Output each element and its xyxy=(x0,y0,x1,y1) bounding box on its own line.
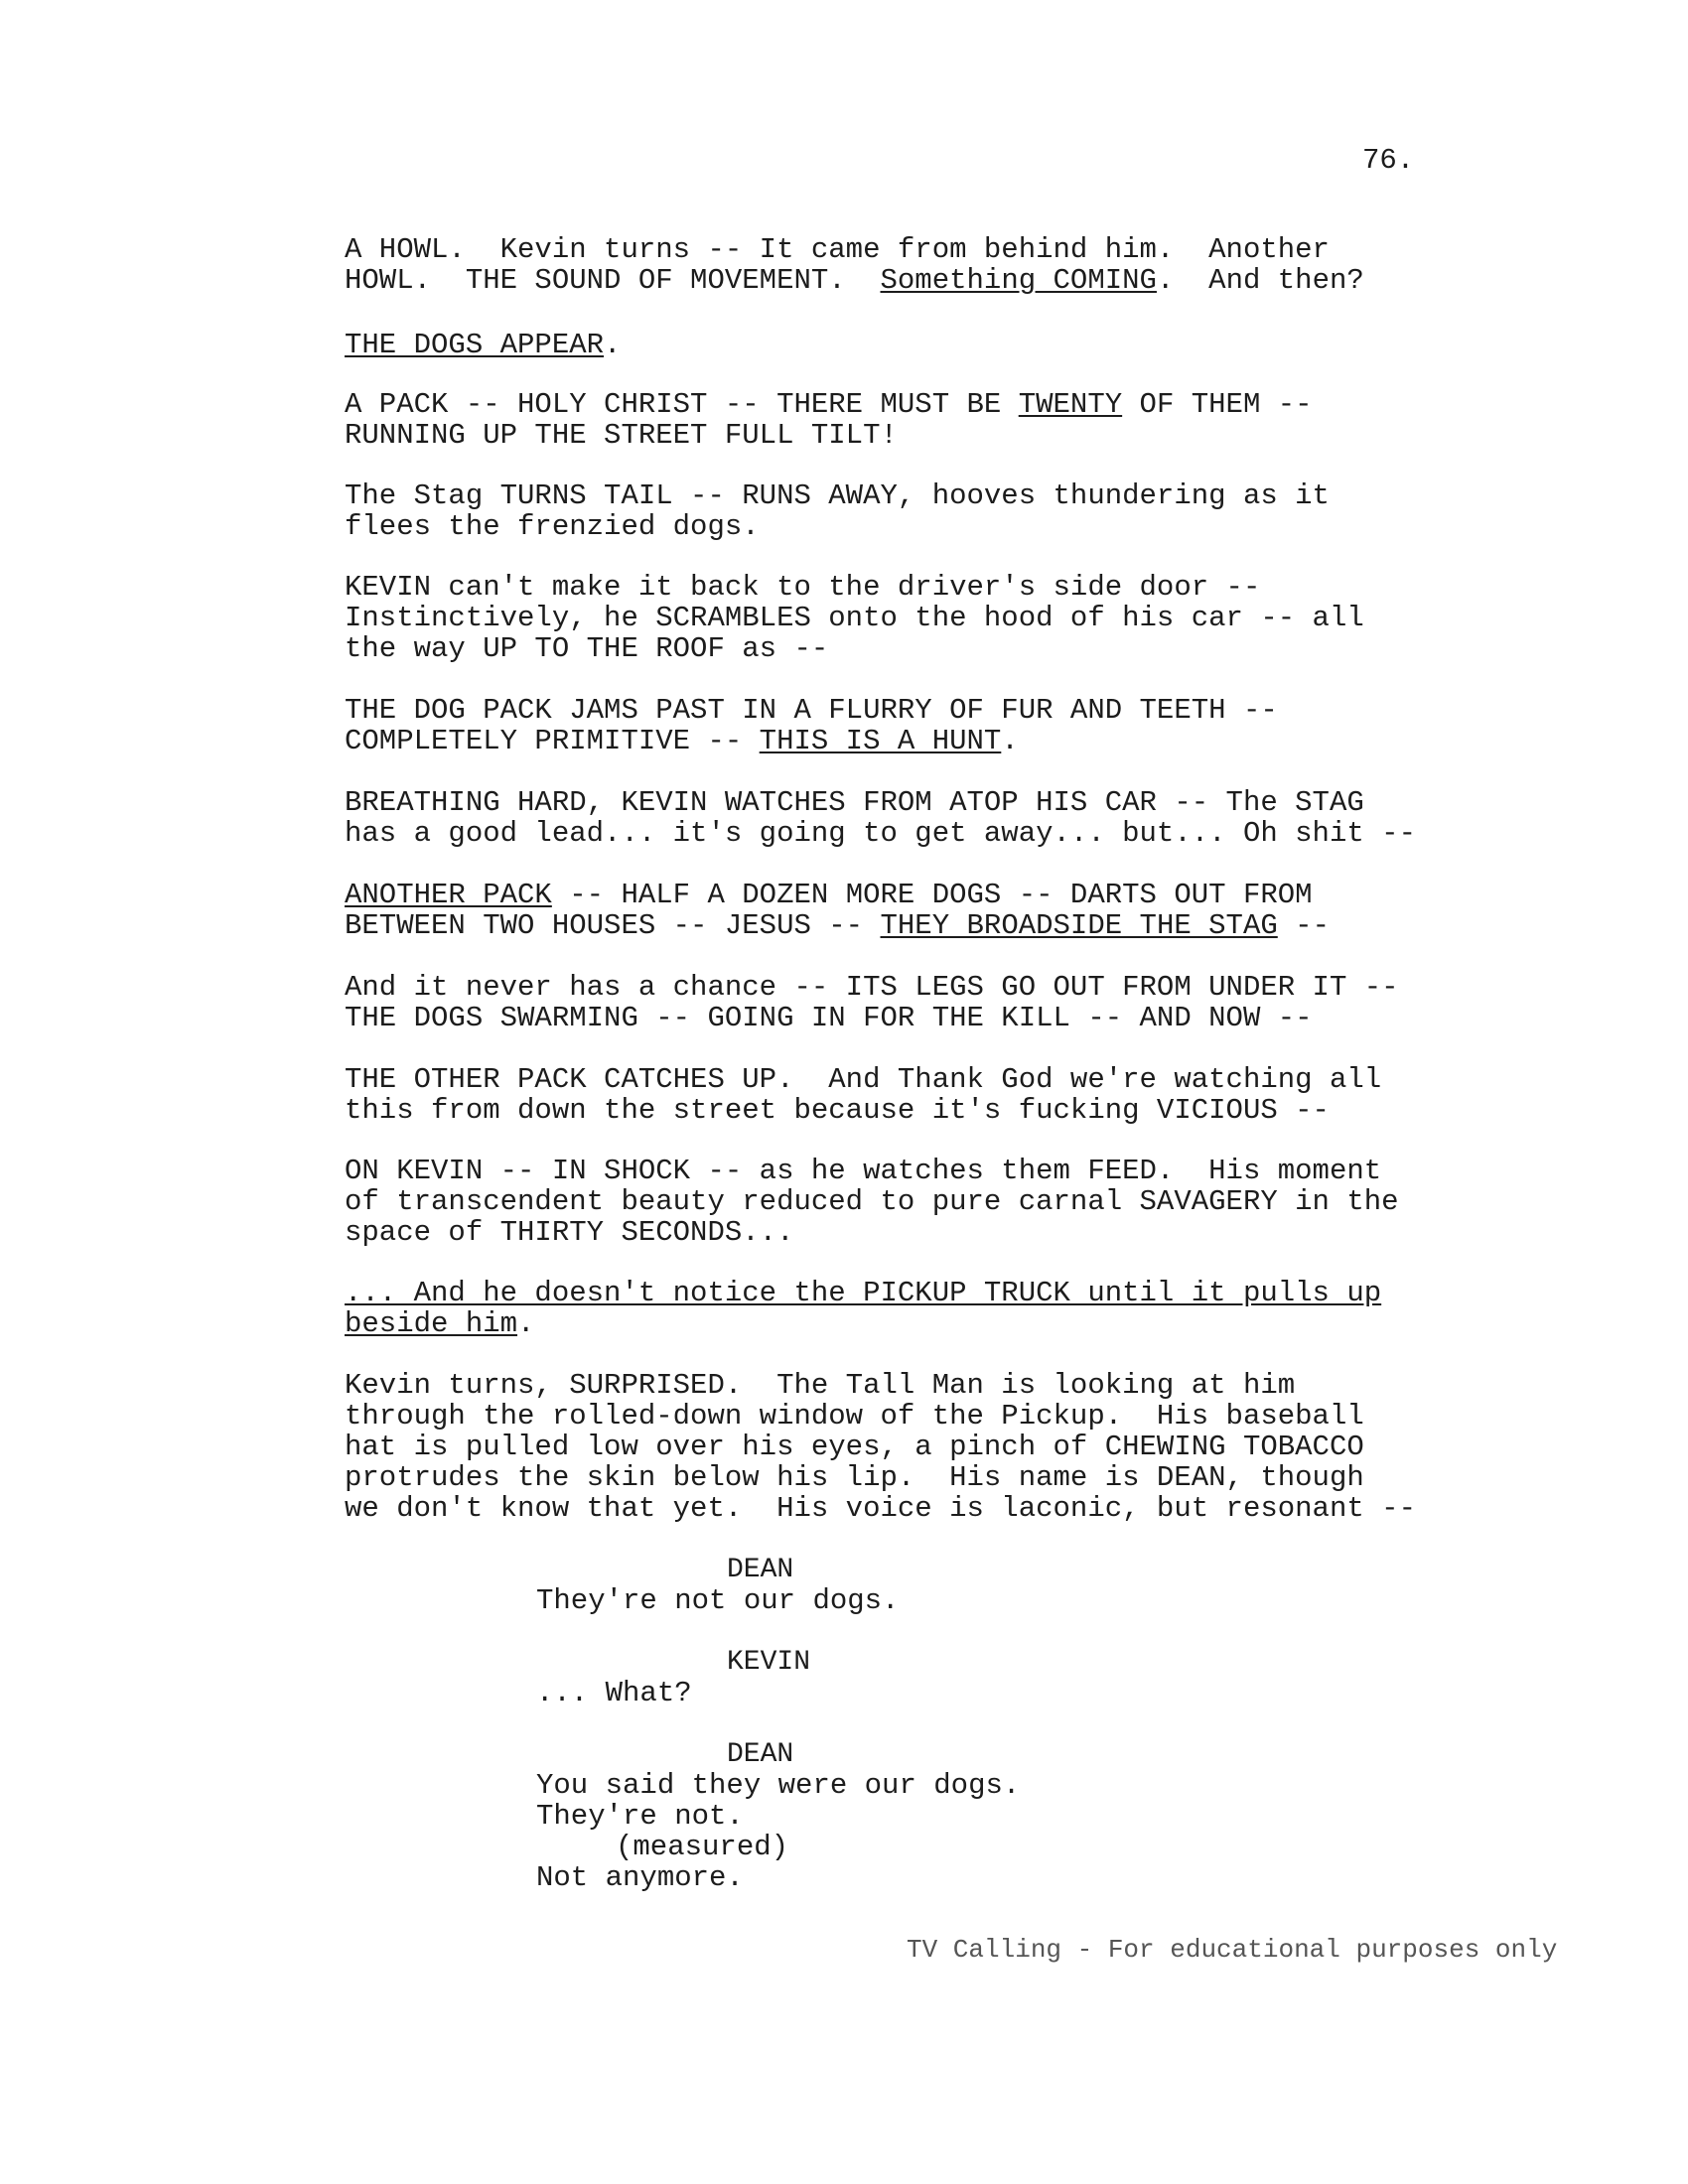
action-paragraph xyxy=(345,1370,1486,1524)
action-text: A HOWL. Kevin turns -- It came from behind him. Another xyxy=(345,233,1330,266)
action-line xyxy=(345,1401,1486,1432)
action-paragraph xyxy=(345,389,1486,451)
action-paragraph xyxy=(345,787,1486,849)
underlined-text: beside him xyxy=(345,1307,518,1340)
action-line xyxy=(345,910,1486,941)
action-text: BREATHING HARD, KEVIN WATCHES FROM ATOP HIS CAR -- The STAG xyxy=(345,786,1364,819)
action-paragraph xyxy=(345,1156,1486,1248)
dialogue-line: ... What? xyxy=(536,1677,692,1709)
action-text: Kevin turns, SURPRISED. The Tall Man is looking at him xyxy=(345,1369,1296,1402)
action-text: THE DOGS SWARMING -- GOING IN FOR THE KILL -- AND NOW -- xyxy=(345,1002,1313,1034)
action-text: -- xyxy=(1277,909,1330,942)
underlined-text: Something COMING xyxy=(880,264,1157,297)
action-line xyxy=(345,972,1486,1003)
watermark-text: TV Calling - For educational purposes only xyxy=(907,1935,1558,1965)
action-paragraph xyxy=(345,695,1486,756)
action-paragraph xyxy=(345,234,1486,296)
action-text: . And then? xyxy=(1156,264,1364,297)
action-line xyxy=(345,420,1486,451)
action-text: the way UP TO THE ROOF as -- xyxy=(345,632,829,665)
action-line xyxy=(345,1064,1486,1095)
action-line xyxy=(345,787,1486,818)
action-text: THE DOG PACK JAMS PAST IN A FLURRY OF FUR AND TEETH -- xyxy=(345,694,1278,727)
action-text: OF THEM -- xyxy=(1122,388,1313,421)
dialogue-line: Not anymore. xyxy=(536,1861,744,1894)
action-text: HOWL. THE SOUND OF MOVEMENT. xyxy=(345,264,881,297)
action-text: BETWEEN TWO HOUSES -- JESUS -- xyxy=(345,909,881,942)
action-text: flees the frenzied dogs. xyxy=(345,510,760,543)
action-paragraph xyxy=(345,330,1486,360)
action-text: Instinctively, he SCRAMBLES onto the hood of his car -- all xyxy=(345,602,1364,634)
action-paragraph xyxy=(345,572,1486,664)
action-text: ON KEVIN -- IN SHOCK -- as he watches them FEED. His moment xyxy=(345,1155,1382,1187)
action-line xyxy=(345,511,1486,542)
underlined-text: ANOTHER PACK xyxy=(345,879,552,911)
action-text: A PACK -- HOLY CHRIST -- THERE MUST BE xyxy=(345,388,1019,421)
action-text: of transcendent beauty reduced to pure carnal SAVAGERY in the xyxy=(345,1185,1399,1218)
action-line xyxy=(345,633,1486,664)
action-line xyxy=(345,1003,1486,1033)
action-text: COMPLETELY PRIMITIVE -- xyxy=(345,725,760,757)
action-text: KEVIN can't make it back to the driver's side door -- xyxy=(345,571,1261,604)
action-line xyxy=(345,880,1486,910)
character-cue: KEVIN xyxy=(727,1647,811,1678)
action-paragraph xyxy=(345,1278,1486,1339)
action-line xyxy=(345,265,1486,296)
action-text: through the rolled-down window of the Pickup. His baseball xyxy=(345,1400,1364,1433)
dialogue-line: You said they were our dogs. xyxy=(536,1769,1021,1802)
dialogue-line: They're not. xyxy=(536,1800,744,1833)
action-line xyxy=(345,234,1486,265)
action-text: . xyxy=(517,1307,535,1340)
action-text: . xyxy=(1001,725,1019,757)
action-line xyxy=(345,480,1486,511)
action-line xyxy=(345,1095,1486,1126)
action-text: we don't know that yet. His voice is laconic, but resonant -- xyxy=(345,1492,1416,1525)
action-text: -- HALF A DOZEN MORE DOGS -- DARTS OUT FROM xyxy=(551,879,1313,911)
action-text: space of THIRTY SECONDS... xyxy=(345,1216,794,1249)
action-line xyxy=(345,1308,1486,1339)
action-paragraph xyxy=(345,1064,1486,1126)
action-text: THE OTHER PACK CATCHES UP. And Thank God we're watching all xyxy=(345,1063,1382,1096)
action-paragraph xyxy=(345,972,1486,1033)
action-text: The Stag TURNS TAIL -- RUNS AWAY, hooves thundering as it xyxy=(345,479,1330,512)
character-cue: DEAN xyxy=(727,1739,794,1770)
action-paragraph xyxy=(345,480,1486,542)
action-line xyxy=(345,695,1486,726)
page-number: 76. xyxy=(1362,144,1415,177)
action-text: has a good lead... it's going to get away... but... Oh shit -- xyxy=(345,817,1416,850)
underlined-text: THEY BROADSIDE THE STAG xyxy=(880,909,1278,942)
parenthetical: (measured) xyxy=(616,1831,789,1863)
action-line xyxy=(345,572,1486,603)
action-text: . xyxy=(604,329,622,361)
character-cue: DEAN xyxy=(727,1555,794,1585)
underlined-text: THIS IS A HUNT xyxy=(759,725,1002,757)
action-line xyxy=(345,1217,1486,1248)
underlined-text: THE DOGS APPEAR xyxy=(345,329,605,361)
action-line xyxy=(345,1278,1486,1308)
action-line xyxy=(345,330,1486,360)
action-line xyxy=(345,1432,1486,1462)
underlined-text: TWENTY xyxy=(1018,388,1123,421)
action-line xyxy=(345,1186,1486,1217)
action-text: And it never has a chance -- ITS LEGS GO OUT FROM UNDER IT -- xyxy=(345,971,1399,1004)
action-paragraph xyxy=(345,880,1486,941)
action-text: this from down the street because it's fucking VICIOUS -- xyxy=(345,1094,1330,1127)
action-line xyxy=(345,818,1486,849)
action-line xyxy=(345,603,1486,633)
action-text: hat is pulled low over his eyes, a pinch of CHEWING TOBACCO xyxy=(345,1431,1364,1463)
action-text: protrudes the skin below his lip. His name is DEAN, though xyxy=(345,1461,1364,1494)
action-line xyxy=(345,389,1486,420)
action-line xyxy=(345,1156,1486,1186)
underlined-text: ... And he doesn't notice the PICKUP TRUCK until it pulls up xyxy=(345,1277,1382,1309)
dialogue-line: They're not our dogs. xyxy=(536,1584,900,1617)
action-line xyxy=(345,1462,1486,1493)
action-line xyxy=(345,726,1486,756)
action-text: RUNNING UP THE STREET FULL TILT! xyxy=(345,419,898,452)
action-line xyxy=(345,1493,1486,1524)
action-line xyxy=(345,1370,1486,1401)
